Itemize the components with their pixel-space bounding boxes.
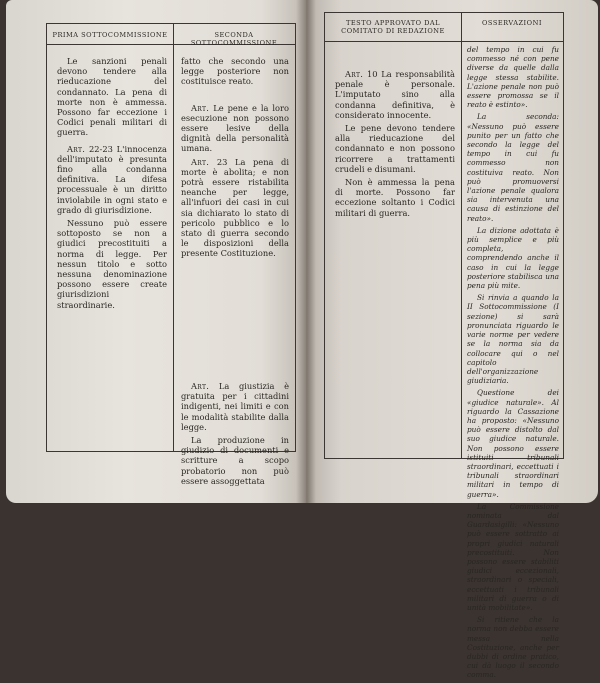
right-table-header [325, 13, 563, 42]
paragraph-text: Le pene e la loro esecuzione non possono essere lesive della dignità della personalità umana. [181, 102, 289, 154]
paragraph [181, 381, 289, 432]
left-page [6, 0, 306, 503]
article-label: Art. [345, 69, 364, 79]
right-col1-text [335, 69, 455, 221]
paragraph [181, 157, 289, 259]
column-divider [173, 24, 174, 451]
header-seconda-sottocommissione: SECONDA SOTTOCOMMISSIONE [190, 31, 278, 47]
left-col2-bottom-text [181, 381, 289, 489]
left-comparison-table [46, 23, 296, 486]
left-table-header [47, 24, 295, 45]
paragraph [57, 144, 167, 215]
paragraph: La Commissione nominata dal Guardasigilli: «Nessuno può essere sottratto ai propri giudici naturali precostituiti. Non possono essere stabiliti giudici eccezionali, straordinari o speciali, eccettuati i tribunali militari di guerra o di unità mobilitate». [467, 501, 559, 612]
paragraph [335, 69, 455, 120]
paragraph: Non è ammessa la pena di morte. Possono far eccezione soltanto i Codici militari di guerra. [335, 177, 455, 218]
header-prima-sottocommissione: PRIMA SOTTOCOMMISSIONE [52, 31, 168, 39]
paragraph: La dizione adottata è più semplice e più completa, comprendendo anche il caso in cui la legge posteriore stabilisca una pena più mite. [467, 225, 559, 291]
article-label: Art. [191, 381, 210, 391]
paragraph: La produzione in giudizio di documenti e scritture a scopo probatorio non può essere assoggettata [181, 435, 289, 486]
article-label: Art. [191, 156, 210, 167]
column-divider [461, 13, 462, 458]
paragraph: Si rinvia a quando la II Sottocommissione (I sezione) si sarà pronunciata riguardo le varie norme per vedere se la norma sia da collocare qui o nel capitolo dell'organizzazione giudiziaria. [467, 293, 559, 386]
paragraph [181, 103, 289, 154]
osservazioni-text [467, 45, 559, 683]
paragraph-text: 10 La responsabilità penale è personale. L'imputato sino alla condanna definitiva, è considerato innocente. [335, 69, 455, 120]
paragraph: del tempo in cui fu commesso né con pene diverse da quelle dalla legge stessa stabilite. L'azione penale non può essere promossa se il reato è estinto». [467, 45, 559, 110]
header-osservazioni: OSSERVAZIONI [482, 19, 542, 27]
paragraph: Nessuno può essere sottoposto se non a giudici precostituiti a norma di legge. Per nessun titolo e sotto nessuna denominazione possono essere create giurisdizioni straordinarie. [57, 218, 167, 310]
left-col2-text [181, 56, 289, 262]
paragraph: Questione dei «giudice naturale». Al riguardo la Cassazione ha proposto: «Nessuno può essere distolto dal suo giudice naturale. Non possono essere istituiti tribunali straordinari, eccettuati i tribunali straordinari militari in tempo di guerra». [467, 388, 559, 499]
paragraph: Le pene devono tendere alla rieducazione del condannato e non possono ricorrere a trattamenti crudeli e disumani. [335, 123, 455, 174]
paragraph: Le sanzioni penali devono tendere alla rieducazione del condannato. La pena di morte non è ammessa. Possono far eccezione i Codici penali militari di guerra. [57, 56, 167, 138]
article-label: Art. [67, 143, 86, 154]
paragraph: La seconda: «Nessuno può essere punito per un fatto che secondo la legge del tempo in cui fu commesso non costituiva reato. Non può promuoversi l'azione penale qualora sia intervenuta una causa di estinzione del reato». [467, 112, 559, 223]
header-testo-approvato: TESTO APPROVATO DAL COMITATO DI REDAZIONE [341, 19, 445, 35]
paragraph: fatto che secondo una legge posteriore non costituisce reato. [181, 56, 289, 87]
left-col1-text [57, 56, 167, 313]
article-label: Art. [191, 102, 210, 113]
right-page [306, 0, 598, 680]
paragraph-text: 22-23 L'innocenza dell'imputato è presunta fino alla condanna definitiva. La difesa processuale è un diritto inviolabile in ogni stato e grado di giurisdizione. [57, 143, 168, 215]
paragraph: Si ritiene che la norma non debba essere messa nella Costituzione, anche per dubbi di ordine pratico, cui dà luogo il secondo comma. [467, 615, 559, 680]
paragraph-text: La giustizia è gratuita per i cittadini indigenti, nei limiti e con le modalità stabilite dalla legge. [181, 381, 289, 432]
right-comparison-table [324, 12, 564, 680]
paragraph-text: 23 La pena di morte è abolita; e non potrà essere ristabilita neanche per legge, all'infuori dei casi in cui sia dichiarato lo stato di pericolo pubblico e lo stato di guerra secondo le disposizioni della presente Costituzione. [181, 156, 290, 259]
